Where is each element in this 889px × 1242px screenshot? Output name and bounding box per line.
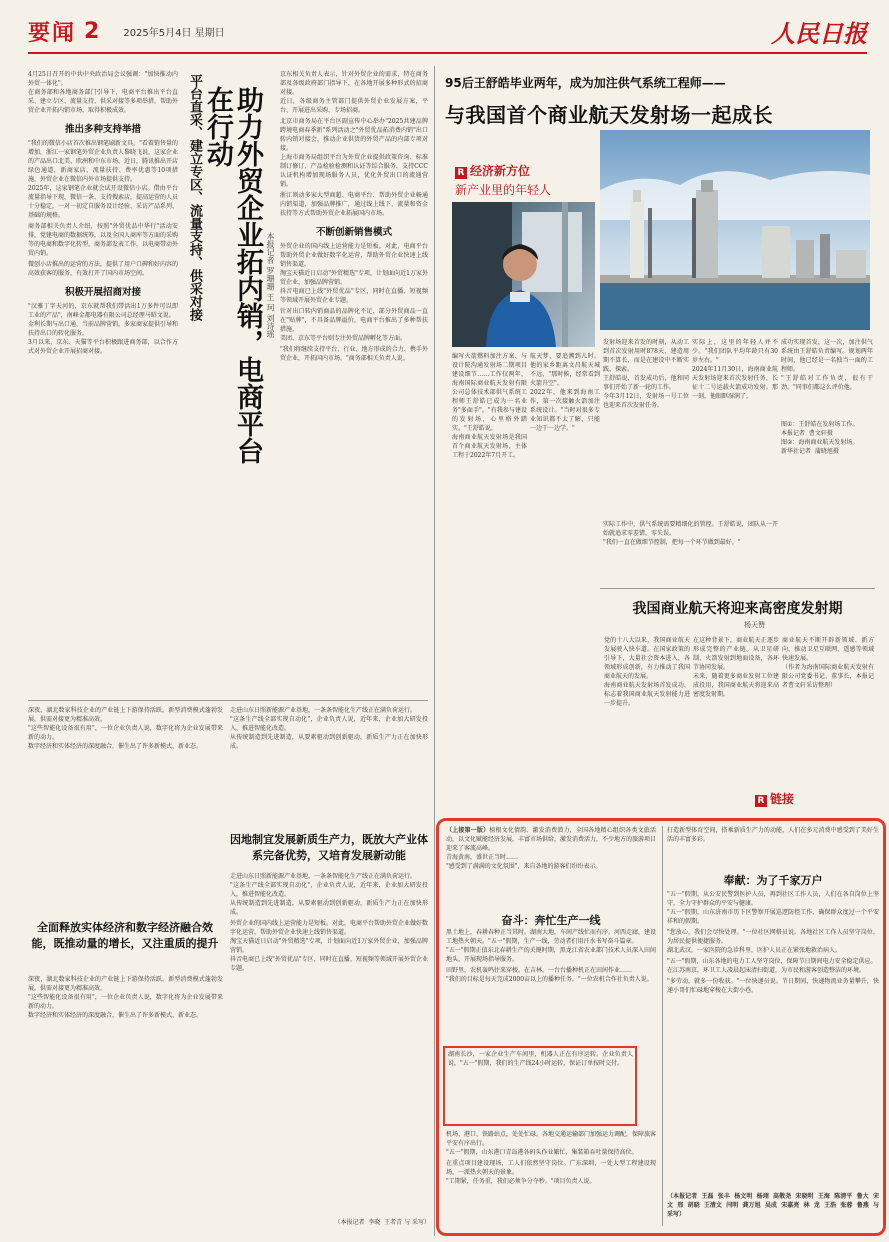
commentary-col-c [782,636,874,786]
commentary-b-text: 在这种背景下，商业航天正逐步形成完整的产业链。从卫星研制、火箭发射到地面设备，各环节协同发展。 未来，随着更多商业发射工位建成投用，我国商业航天将迎来高密度发射期。 [693,637,779,698]
right-col-b [530,352,600,792]
box-sub-1: 奋斗：奔忙生产一线 [501,914,601,927]
launch-site-photo [600,130,870,330]
box-p3: 湖南长沙，一家企业生产车间里，机器人正在有序运转。企业负责人说，"五一"假期，我们的生产线24小时运转，保证订单按时交付。 [448,1051,633,1067]
right-col-b-text: 航天梦，要追溯到儿时。他的家乡距离文昌航天城不远，"那时候，经常看到火箭升空"。 2022年，他来到海南工作，第一次接触火箭加注系统设计。"当时对很多专业知识都不太了解，只能一边干一边学。" [530,353,600,432]
left-intro: 4月25日召开的中共中央政治局会议强调："加快推动内外贸一体化"。 在商务部和各地商务部门引导下，电商平台推出平台直采、建立专区、流量支持、供采对接等多项举措，帮助外贸企业开拓内销市场，取得积极成效。 [28,71,179,114]
page-number: 2 [84,18,100,44]
engineer-photo [452,202,595,347]
right-kicker: 95后王舒皓毕业两年，成为加注供气系统工程师—— [445,76,726,90]
left-col1-p3: 微创小店推出的运营的方法，提供了用户口碑和好内容的高效获客的服务，有效打开了国内市场空间。 [28,261,179,277]
masthead [28,10,867,54]
commentary-headline: 我国商业航天将迎来高密度发射期 [632,601,843,617]
left-col-1 [28,70,178,695]
box-col-1b [446,928,656,1046]
commentary-col-b [693,636,779,786]
left-lower-p5: 外贸企业的国内线上运营能力是短板。对此，电商平台帮助外贸企业做好数字化运营，帮助外贸企业快速上线销售渠道。 淘宝天猫近日启动"外贸精选"专项，计划面向近1万家外贸企业，加强品牌营销。 抖音电商已上线"外贸优品"专区，同时在直播、短视频等领域开展外贸企业专题。 [230,920,429,972]
left-lower-col-1b [28,975,223,1235]
left-lower-headline-1: 全面释放实体经济和数字经济融合效能，既推动量的增长，又注重质的提升 [31,921,219,950]
left-sub-2: 积极开展招商对接 [64,287,141,298]
column-label-block [455,160,595,198]
box-col2-p4: "五一"假期，山东各地的电力工人坚守岗位，保障节日期间电力安全稳定供应。 在江苏南京，环卫工人凌晨起床清扫街道，为市民和游客创造整洁的环境。 [667,958,877,974]
r-logo-icon: R [455,167,467,179]
right-col-c [603,338,689,518]
box-col2-p5: "多劳动，就多一份收获。"一位快递员说。节日期间，快递物流业务量攀升，快递小哥们忙碌地穿梭在大街小巷。 [667,978,879,994]
column-sub: 新产业里的年轻人 [455,183,552,197]
left-col2-p4: 外贸企业的国内线上运营能力是短板。对此，电商平台帮助外贸企业做好数字化运营，帮助外贸企业快速上线销售渠道。 淘宝天猫近日启动"外贸精选"专项，计划面向近1万家外贸企业，加强品牌营销。 抖音电商已上线"外贸优品"专区，同时在直播、短视频等领域开展外贸企业专题。 [280,243,428,304]
left-col2-p3: 浙江则动多家大型商超、电商平台、帮助外贸企业畅通内销渠道，加强品牌推广，通过线上线下、流量和资金扶持等方式帮助外贸企业拓展国内市场。 [280,192,428,217]
box-intro-label: （上接第一版） [446,827,490,834]
left-lower-p1: 深夜，湖北数家科技企业的产业链上下游保持活跃。新型消费模式蓬勃发展，供需对接更为精准高效。 "这些智能化设备很有用"，一位企业负责人说，数字化将为企业发展带来新的动力。 数字经济和实体经济的深度融合，催生出了许多新模式、新业态。 [28,707,223,750]
box-p1: 黑土地上，春耕春种正当其时。湖南大地，车间产线忙而有序。河西走廊，建设工地热火朝天。"五一"假期，生产一线，劳动者们用汗水书写奋斗篇章。 "五一"假期正值东北春耕生产的关键时期，黑龙江省农业部门技术人员深入田间地头，开展现场指导服务。 [446,929,657,963]
right-divider [600,588,875,589]
right-headline: 与我国首个商业航天发射场一起成长 [445,103,773,127]
box-intro [446,826,656,871]
right-col-a-text: 编写火箭燃料加注方案、与设计院沟通发射场二期项目建设细节……工作仅两年，海南国际商业航天发射有限公司总体技术部供气系统工程师王舒皓已成为一名业务"多面手"。"有我参与建设的发射场，心里格外踏实。"王舒皓说。 海南商业航天发射场是我国首个商业航天发射场，主体工程于2022年7月开工。 [452,353,527,459]
commentary-col-a [604,636,690,786]
left-col1-p1: "我们的微信小店首次推出钢笔刷新文具。"看着销售量的增加，浙江一家钢笔外贸企业负责人黎晓飞说，这家企业的产品出口北美、欧洲和中东市场。近日，腾讯推出开店绿色通道，新商家店、流量扶持、费率优惠等10项措施，外贸企业在微信内外市场提供支持。 2025年，这家钢笔企业就会试开设微信小店。借由平台流量指导下现，微信一条、支持搜索店，提高运营的人员十分稳定，一对一初定自服务设计经验、采访产品系列、基础的规格。 [28,140,179,219]
section-name: 要闻 [28,19,77,46]
right-col-e [781,338,873,418]
left-sub-1: 推出多种支持举措 [64,124,141,135]
issue-date: 2025年5月4日 星期日 [123,27,225,39]
commentary-byline: 杨天赞 [744,621,765,629]
right-col-e-text: 成功实现首发，这一次，加注供气系统由王舒皓负责编写。规划两年时间，他已经是一名独当一面的工程师。 "王舒皓对工作负责，很有干劲。"同事们都这么评价他。 [781,339,873,391]
box-col-1 [446,826,656,910]
left-col2-p5: 针对出口转内销商品的品牌化不足，部分外贸商品一直在"贴牌"，不具备品牌溢价，电商平台推出了多种帮扶措施。 美团、京东等平台则专注外贸品牌孵化等方面。 [280,308,428,342]
left-lower-p3: 走进山东日照新能源产业基地，一条条智能化生产线正在满负荷运行。 "这条生产线全部实现自动化"，企业负责人说，近年来，企业加大研发投入，推进智能化改造。 从传统制造到先进制造，从要素驱动到创新驱动，新质生产力正在加快形成。 [230,707,428,750]
left-lower-p4: 走进山东日照新能源产业基地，一条条智能化生产线正在满负荷运行。 "这条生产线全部实现自动化"，企业负责人说，近年来，企业加大研发投入，推进智能化改造。 从传统制造到先进制造，从要素驱动到创新驱动，新质生产力正在加快形成。 [230,873,428,916]
left-col1-p4: "汉雅丁字天河的，京东就帮我们带活出1万多件可以即工业的产品"，南峰金都电器有限公司总经理马昭文说。 金利长期与出口通，当前品牌营销，多家商家提供引导和扶持出口的转化服务。 3月以来，京东、天猫等平台积极跟进商务部，以合作方式对外贸企业开展招商对接。 [28,303,179,355]
right-col-d-text: 实际上，这里的年轻人并不少。"我们团队平均年龄只有30岁左右。" 2024年11月30日，海南商业航天发射场迎来首次发射任务，长征十二号运载火箭成功发射。那一刻，他眼眶湿润了。 [692,339,778,400]
link-r-icon: R [755,795,767,807]
center-divider [434,66,435,1236]
commentary-a-text: 党的十八大以来，我国商业航天发展驶入快车道。在国家政策的引导下，大量社会资本进入，各领域形成创新，有力推动了我国商业航天的发展。 海南商业航天发射场首发成功，标志着我国商业航天发射能力进一步提升。 [604,637,690,707]
left-headline: 助力外贸企业拓内销，电商平台在行动 [202,86,263,464]
box-p5: 在重点项目建设现场，工人们依然坚守岗位。广东深圳，一处大型工程建设现场，一派热火朝天的景象。 "工期紧，任务重，我们必须争分夺秒。"项目负责人说。 [446,1160,656,1185]
left-col1-p2: 商务部相关负责人介绍，按照"外贸优品中华行"活动安排，党建电商的数据统筹，以及全国人商库等方面的采购等的电商和数字化转型，商务部发表工作，以电商带动外贸内销。 [28,223,179,257]
left-lower-p2: 深夜，湖北数家科技企业的产业链上下游保持活跃。新型消费模式蓬勃发展，供需对接更为精准高效。 "这些智能化设备很有用"，一位企业负责人说，数字化将为企业发展带来新的动力。 数字经济和实体经济的深度融合，催生出了许多新模式、新业态。 [28,976,223,1019]
box-col-1c [446,1130,656,1230]
left-col2-p6: "我们将继续支持平台、行业、地方形成的合力，携手外贸企业，开拓国内市场。"商务部相关负责人说。 [280,346,428,362]
box-col-2 [667,826,879,866]
right-col-a [452,352,527,792]
launch-site-image [600,130,870,330]
box-sub-2: 奉献：为了千家万户 [723,874,823,887]
right-col-c-text: 发射场迎来首发的时刻，从动工到首次发射用时878天，建造周期不算长，而是在建设中不断实践、探索。 王舒皓说，首发成功后，他和同事们开始了新一轮的工作。 今年3月12日，发射场一号工位也迎来首次发射任务。 [603,339,689,409]
left-footnote: （本报记者 李晓 王者青 与 采写） [334,1219,430,1226]
left-lower-col-2b [230,872,428,1212]
photo-caption: 图①：王舒皓在发射场工作。 本报记者 曹文轩摄 图②：海南商业航天发射场。 新华社记者 蒲晓旭摄 [781,421,859,455]
column-label: 经济新方位 [470,164,531,178]
box-col-2b [667,890,879,1190]
left-divider [28,700,428,701]
box-col2-p1: 打造新型体育空间，搭乘新质生产力的动能，人们在多元消费中感受到了美好生活的丰富多彩。 [667,827,879,843]
link-label-text: 链接 [770,792,795,806]
link-label [755,790,794,807]
left-col2-p2: 北京市商务局在平台区副宣传中心举办"2025共建品牌跨境电商春季新"系列活动之"外贸优品拓消费内销"出口转内销对接会，推动企业供货的外贸产品的内部专项对接。 上海市商务局组织平台为外贸企业提供政策咨询、标准制订修订、产品检验检测和认证等综合服务，支持CCC认证机构增加现场服务人员，优化外贸出口的流通营销。 [280,118,428,188]
left-lower-headline-2: 因地制宜发展新质生产力，既放大产业体系完备优势，又培育发展新动能 [230,833,428,862]
right-col-f [603,520,778,580]
box-authors-text: （本报记者 王磊 张丰 杨文明 杨翊 高敬尧 宋晓明 王海 陈清平 鲁大 宋文 邢 胡晓 王清文 闫明 龚万旭 吴成 宋嘉亮 林 龙 王浩 张蓉 鲁燕 与 采写） [667,1193,884,1218]
photo-caption-box [781,420,873,520]
newspaper-logo: 人民日报 [771,18,867,48]
box-intro-text: 植根文化情韵、激发消费潜力，全国各地精心组织各类文旅活动，以文化赋能经济发展，丰富市场供给，激发消费活力，不少地方的旅游项目迎来了客流高峰。 青海黄南，盛世正当时…… "感受到了满满的文化氛围"，来自各地的游客们纷纷表示。 [446,827,657,870]
right-col-f-text: 实际工作中，供气系统需要精细化的管控。王舒皓说，团队从一开始就追求零差错，零失误。 "我们一直在做细节控制，把每一个环节做到最好。" [603,521,778,546]
left-byline: 本报记者 罗珊珊 王 珂 刘诗瑶 [266,232,275,339]
left-lower-col-2 [230,706,428,832]
left-subhead: 平台直采、建立专区、流量支持、供采对接 [187,74,202,321]
box-authors [667,1192,884,1228]
left-col2-p1: 京东相关负责人表示，针对外贸企业的需求，特在商务部及各级政府部门指导下，在各地开展多种形式的招商对接。 近日，各级商务主管部门提供外贸企业发展方案，平台、开展进出采购、专场招商。 [280,71,428,114]
box-p4: 机场、港口、铁路站点，处处忙碌。各地交通运输部门加强运力调配，保障旅客平安有序出行。 "五一"假期，山东港口青岛港各码头作业繁忙，集装箱吞吐量保持高位。 [446,1131,657,1156]
box-col2-p3: "您放心，我们会尽快处理。"一位社区网格员说。各地社区工作人员坚守岗位，为居民提供便捷服务。 湖北武汉，一家医院的急诊科里，医护人员正在紧张地救治病人。 [667,929,879,954]
commentary-c-text: 商业航天不断开辟新领域、新方向，推动卫星互联网、遥感等领域快速发展。 （作者为海南国际商业航天发射有限公司党委书记、董事长，本报记者曹文轩采访整理） [782,637,874,689]
box-highlight-text [448,1050,633,1122]
left-sub-3: 不断创新销售模式 [315,227,392,238]
box-divider [662,826,663,1226]
engineer-photo-image [452,202,595,347]
box-col2-p2: "五一"假期，从公安民警到医护人员，再到社区工作人员，人们在各自岗位上坚守，全力守护群众的平安与健康。 "五一"假期，山东济南市历下区警察开展巡逻防控工作，确保群众度过一个平安祥和的假期。 [667,891,879,925]
left-col-2 [280,70,428,695]
box-p2: 田野里，农机轰鸣往来穿梭。在吉林，一台台播种机正在田间作业…… "我们的目标是每天完成2000亩以上的播种任务。"一位农机合作社负责人说。 [446,967,653,983]
right-col-d [692,338,778,518]
